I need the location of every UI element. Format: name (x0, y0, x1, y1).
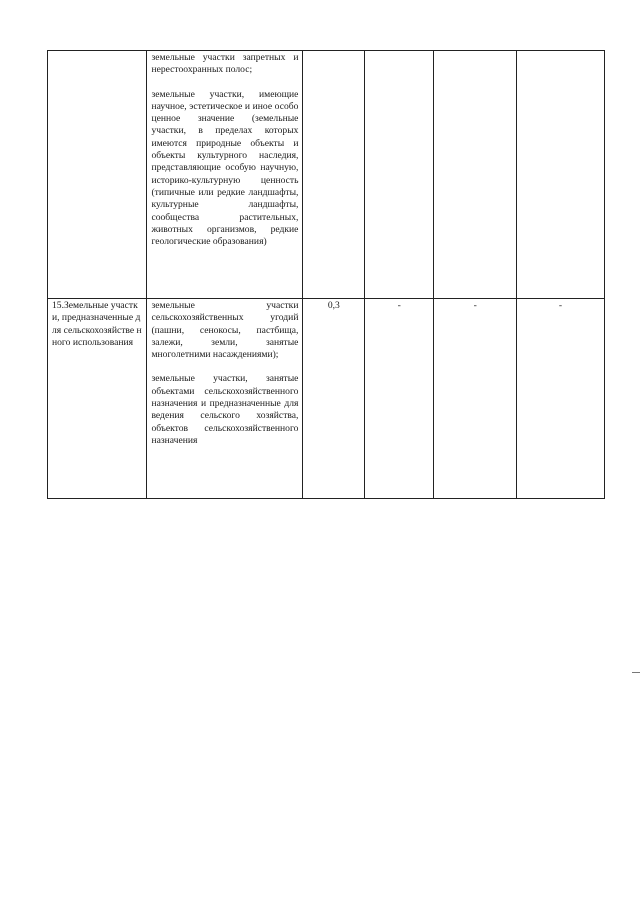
table-row (48, 51, 605, 299)
table-row (48, 299, 605, 499)
cell-value: - (434, 299, 517, 499)
scan-margin-mark (632, 672, 640, 673)
description-paragraph: земельные участки, имеющие научное, эстетическое и иное особо ценное значение (земельные участки, в пределах которых имеются природные объекты и объекты культурного наследия, представляющие особую научную, историко-культурную ценность (типичные или редкие ландшафты, культурные ландшафты, сообщества растительных, животных организмов, редкие геологические образования) (151, 88, 299, 248)
cell-rate (303, 51, 365, 299)
cell-rate: 0,3 (303, 299, 365, 499)
description-paragraph: земельные участки запретных и нерестоохранных полос; (151, 52, 299, 76)
description-paragraph: земельные участки сельскохозяйственных угодий (пашни, сенокосы, пастбища, залежи, земли, занятые многолетними насаждениями); (151, 300, 299, 361)
cell-description (147, 51, 303, 299)
description-paragraph: земельные участки, занятые объектами сельскохозяйственного назначения и предназначенные для ведения сельского хозяйства, объектов сельскохозяйственного назначения (151, 373, 299, 446)
cell-value (434, 51, 517, 299)
cell-value: - (517, 299, 605, 499)
cell-category (48, 299, 147, 499)
cell-description (147, 299, 303, 499)
cell-value (517, 51, 605, 299)
land-rates-table (47, 50, 605, 499)
cell-category (48, 51, 147, 299)
paragraph-gap (151, 77, 298, 89)
category-label: 15.Земельные участки, предназначенные для сельскохозяйстве нного использования (52, 300, 142, 348)
cell-value (365, 51, 434, 299)
cell-value: - (365, 299, 434, 499)
paragraph-gap (151, 361, 298, 373)
